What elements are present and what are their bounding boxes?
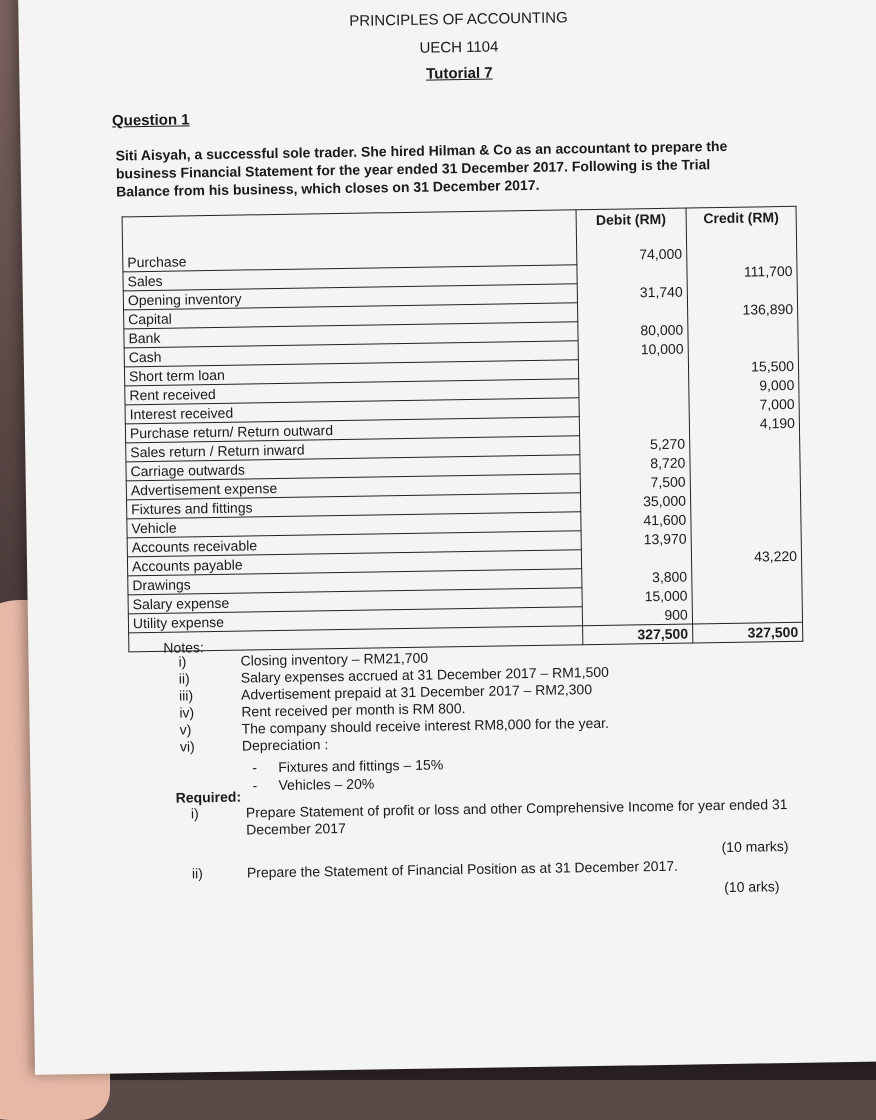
total-debit-cell: 327,500 [582, 624, 692, 645]
account-cell: Purchase [123, 246, 577, 272]
credit-cell [692, 603, 802, 624]
credit-cell [686, 243, 796, 263]
debit-cell [578, 358, 688, 379]
note-text: Rent received per month is RM 800. [241, 700, 466, 720]
question-intro: Siti Aisyah, a successful sole trader. She hired Hilman & Co as an accountant to prepare the business Financial Statement for the year ended 31 December 2017. Following is the Trial Balance from his business, which closes on 31 December 2017. [115, 137, 728, 200]
debit-cell: 80,000 [577, 320, 687, 341]
credit-cell: 43,220 [691, 546, 801, 567]
account-cell: Rent received [125, 379, 579, 405]
note-text: Closing inventory – RM21,700 [240, 649, 429, 669]
required-item-1-marks: (10 marks) [721, 838, 789, 856]
note-text: The company should receive interest RM8,000 for the year. [241, 714, 610, 737]
question-heading: Question 1 [111, 111, 190, 130]
debit-cell: 15,000 [582, 586, 692, 607]
credit-cell: 111,700 [687, 261, 797, 282]
credit-cell [689, 432, 799, 453]
credit-cell [690, 470, 800, 491]
debit-cell: 3,800 [581, 567, 691, 588]
debit-cell: 13,970 [581, 529, 691, 550]
account-cell: Bank [124, 322, 578, 348]
account-cell: Short term loan [124, 360, 578, 386]
account-cell: Capital [124, 303, 578, 329]
account-cell: Salary expense [128, 588, 582, 614]
note-text: Depreciation : [241, 736, 329, 754]
debit-cell: 35,000 [580, 491, 690, 512]
debit-cell: 10,000 [578, 339, 688, 360]
required-item-text: Prepare Statement of profit or loss and other Comprehensive Income for year ended 31 December 2017 [245, 796, 788, 838]
credit-cell: 9,000 [689, 375, 799, 396]
note-num: ii) [178, 670, 190, 687]
debit-cell: 31,740 [577, 282, 687, 303]
credit-cell [687, 280, 797, 301]
depreciation-item: - Fixtures and fittings – 15% [252, 755, 443, 776]
credit-header: Credit (RM) [686, 206, 797, 244]
note-num: vi) [179, 738, 195, 755]
account-cell: Carriage outwards [126, 455, 580, 481]
account-cell: Fixtures and fittings [127, 493, 581, 519]
account-cell: Utility expense [128, 607, 582, 633]
note-num: v) [179, 721, 192, 738]
credit-cell [691, 527, 801, 548]
debit-cell [578, 377, 688, 398]
credit-cell [688, 337, 798, 358]
paper-sheet [18, 0, 876, 1075]
note-text: Salary expenses accrued at 31 December 2017 – RM1,500 [240, 663, 610, 686]
required-item-2-marks: (10 arks) [724, 878, 780, 896]
notes-list [178, 647, 610, 756]
account-cell: Sales return / Return inward [126, 436, 580, 462]
note-num: i) [178, 653, 187, 670]
credit-cell [691, 508, 801, 529]
debit-cell [577, 263, 687, 284]
required-item-1 [191, 795, 836, 839]
account-cell: Advertisement expense [126, 474, 580, 500]
note-text: Advertisement prepaid at 31 December 2017 – RM2,300 [240, 681, 593, 703]
debit-cell: 41,600 [580, 510, 690, 531]
debit-cell: 5,270 [579, 434, 689, 455]
credit-cell [692, 584, 802, 605]
debit-cell: 7,500 [580, 472, 690, 493]
notes-heading: Notes: [163, 639, 204, 656]
account-cell: Cash [124, 341, 578, 367]
note-num: iv) [179, 704, 195, 721]
required-item-num: i) [190, 805, 199, 822]
account-cell: Sales [123, 265, 577, 291]
account-cell: Opening inventory [123, 284, 577, 310]
debit-cell: 74,000 [576, 245, 686, 265]
account-cell: Accounts receivable [127, 531, 581, 557]
credit-cell [690, 489, 800, 510]
credit-cell [690, 451, 800, 472]
debit-cell: 900 [582, 605, 692, 626]
depreciation-list [252, 755, 444, 794]
credit-cell [691, 565, 801, 586]
debit-cell [579, 396, 689, 417]
credit-cell: 4,190 [689, 413, 799, 434]
credit-cell: 7,000 [689, 394, 799, 415]
debit-cell [577, 301, 687, 322]
debit-header: Debit (RM) [576, 208, 687, 246]
required-item-num: ii) [191, 865, 203, 882]
credit-cell [688, 318, 798, 339]
account-cell: Accounts payable [127, 550, 581, 576]
credit-cell: 15,500 [688, 356, 798, 377]
debit-cell [581, 548, 691, 569]
account-cell: Interest received [125, 398, 579, 424]
depreciation-item: - Vehicles – 20% [252, 773, 443, 794]
account-cell: Purchase return/ Return outward [125, 417, 579, 443]
total-credit-cell: 327,500 [692, 622, 802, 643]
required-item-text: Prepare the Statement of Financial Position as at 31 December 2017. [246, 857, 679, 881]
debit-cell [579, 415, 689, 436]
course-code: UECH 1104 [419, 38, 499, 57]
credit-cell: 136,890 [687, 299, 797, 320]
required-heading: Required: [175, 788, 242, 806]
trial-balance-table [122, 206, 804, 653]
account-cell: Drawings [128, 569, 582, 595]
note-num: iii) [178, 687, 194, 704]
debit-cell: 8,720 [580, 453, 690, 474]
tutorial-title: Tutorial 7 [426, 64, 493, 83]
course-title: PRINCIPLES OF ACCOUNTING [349, 9, 568, 30]
account-cell: Vehicle [127, 512, 581, 538]
